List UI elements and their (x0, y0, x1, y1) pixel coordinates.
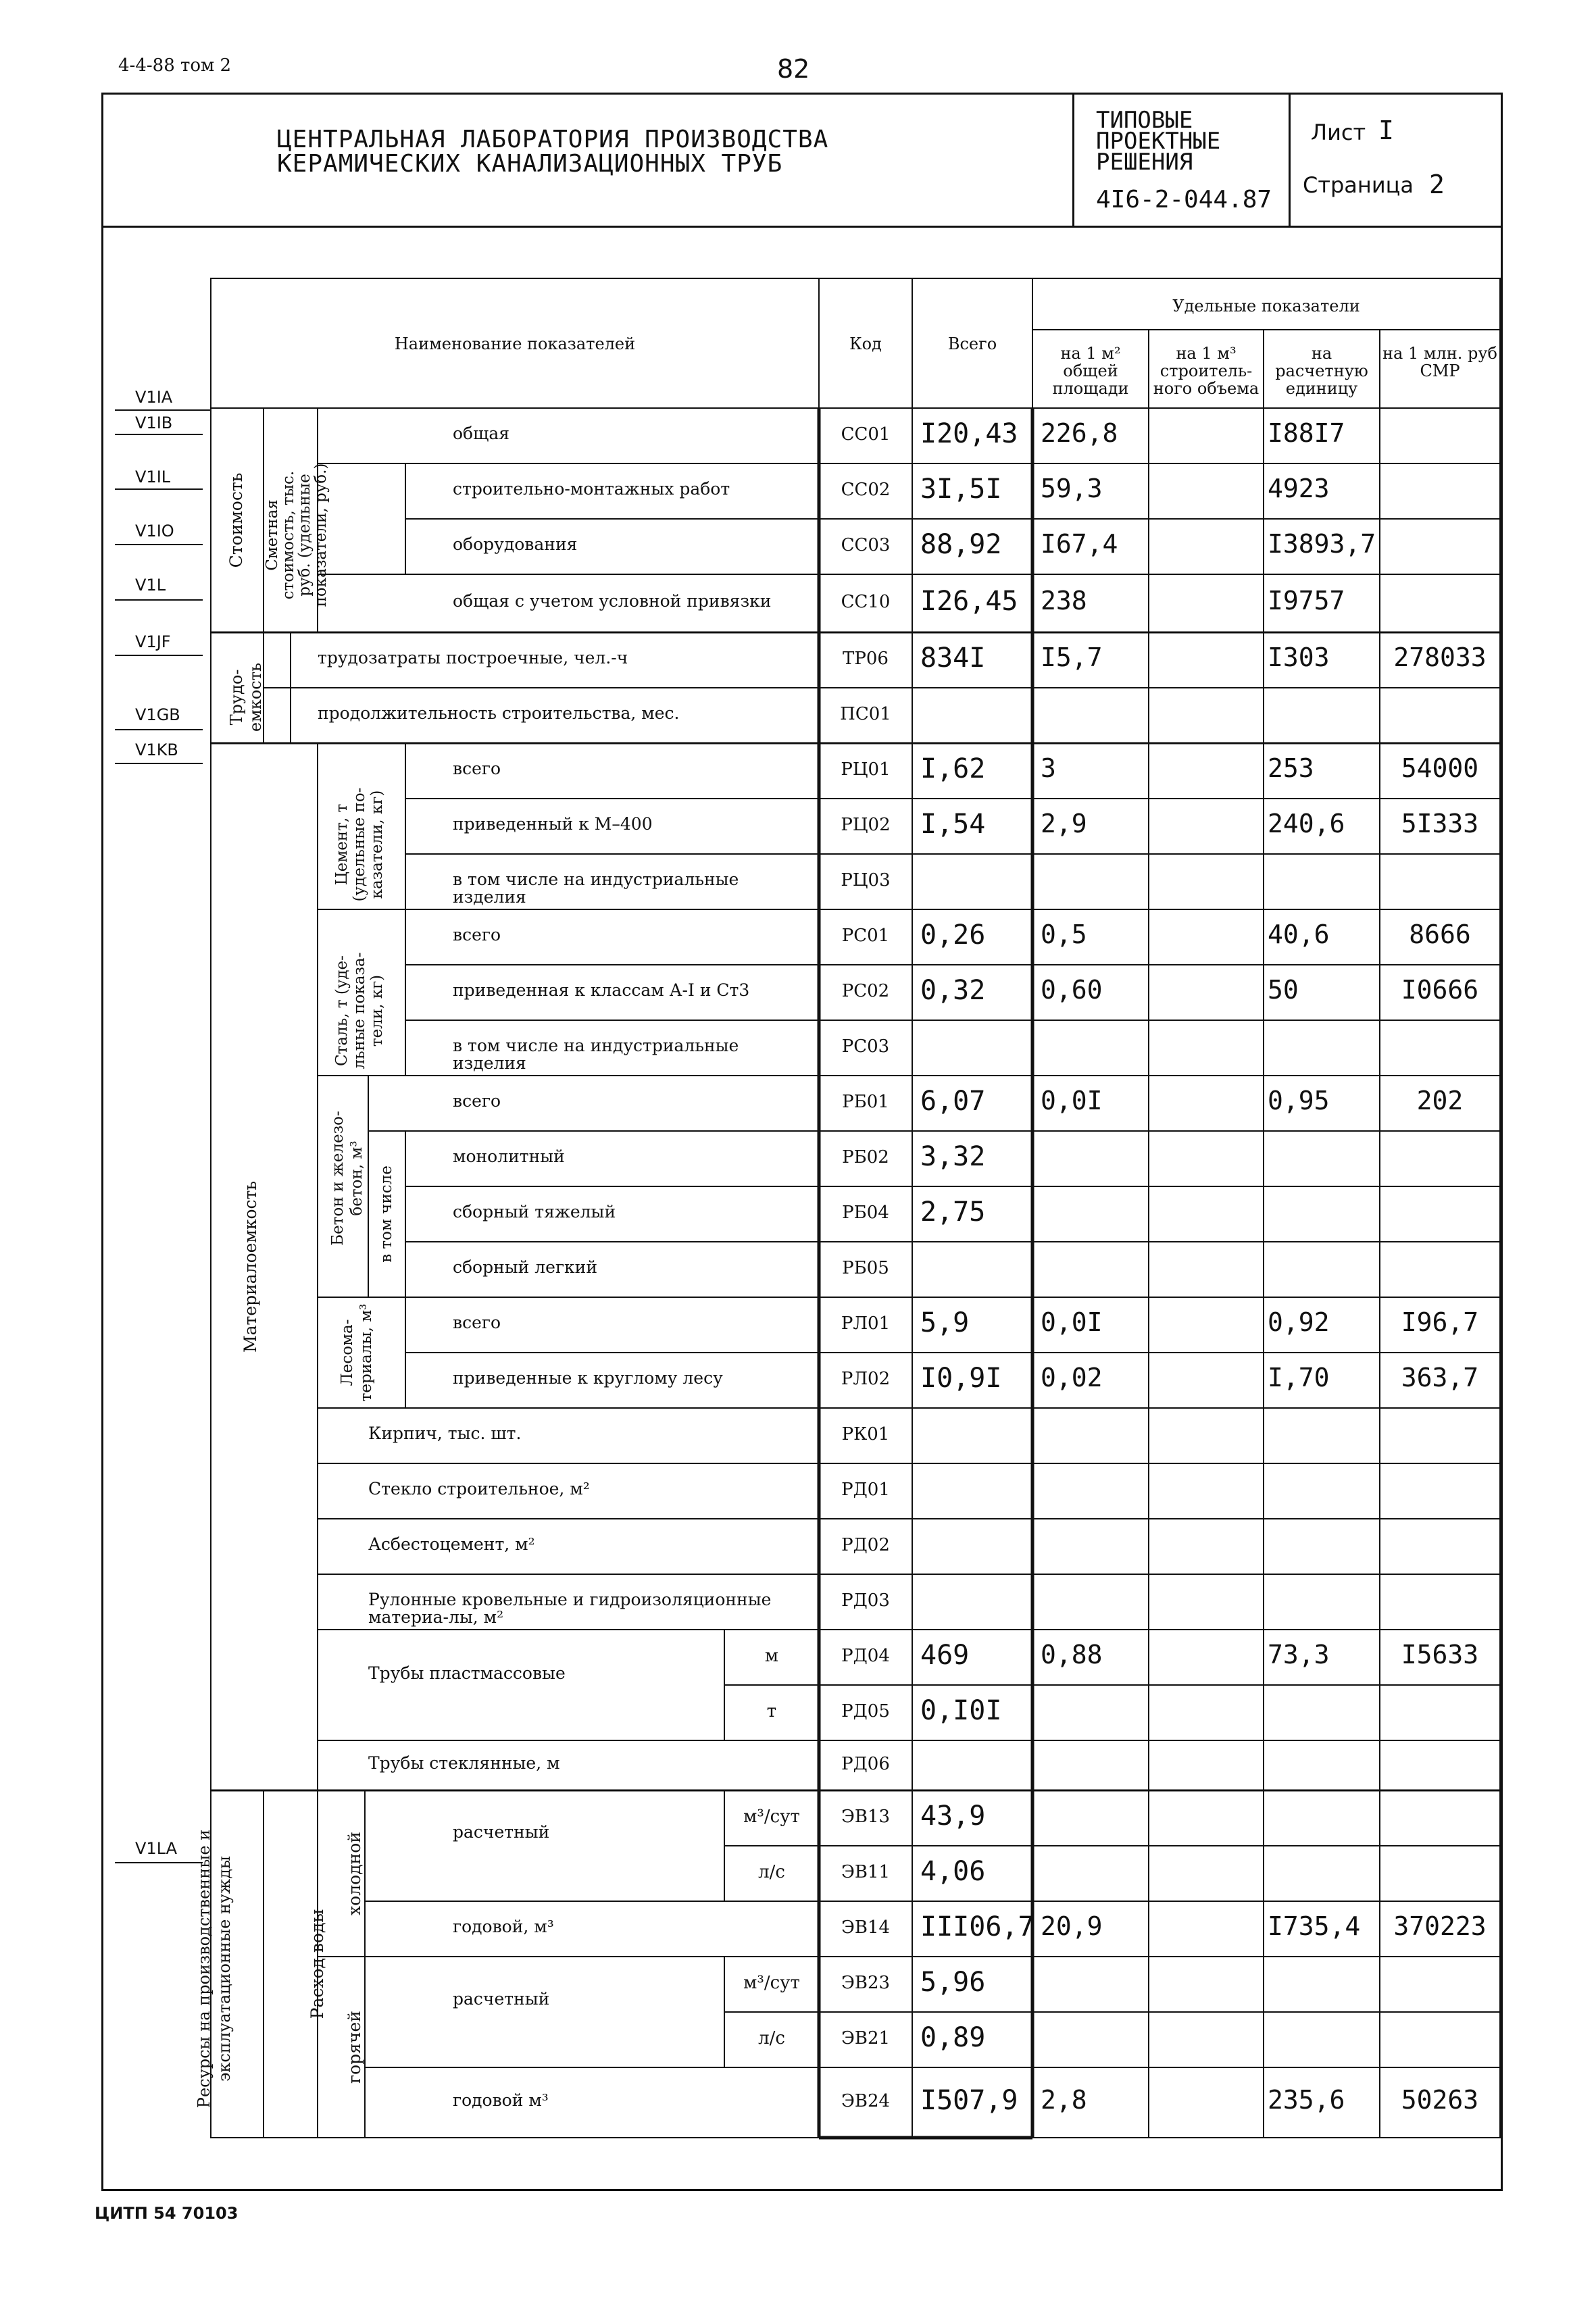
row-code: СС02 (841, 480, 891, 500)
group-cement-label: Цемент, т (удельные по-казатели, кг) (333, 787, 386, 902)
side-mark-v1jf: V1JF (135, 632, 171, 651)
row-name: в том числе на индустриальные изделия (453, 1036, 739, 1073)
group-steel-label: Сталь, т (уде-льные показа-тели, кг) (333, 952, 386, 1070)
row-total: 88,92 (920, 529, 1002, 560)
row-code: ПС01 (840, 704, 891, 724)
group-hot-water-label: горячей (345, 2011, 364, 2084)
row-code: СС03 (841, 535, 891, 555)
row-name: Стекло строительное, м² (368, 1479, 590, 1499)
row-name: годовой м³ (453, 2090, 549, 2110)
row-total: I26,45 (920, 586, 1018, 617)
row-unit: л/с (758, 2028, 785, 2048)
row-per-area: 0,02 (1041, 1363, 1103, 1392)
row-per-million: I96,7 (1401, 1307, 1479, 1337)
row-code: СС01 (841, 424, 891, 445)
row-code: РС01 (841, 926, 890, 946)
row-code: РС02 (841, 981, 890, 1001)
row-per-million: 370223 (1393, 1911, 1487, 1941)
row-per-unit: 235,6 (1268, 2085, 1345, 2115)
row-name: приведенный к М–400 (453, 814, 653, 834)
row-total: 0,26 (920, 920, 986, 951)
page-number: 82 (777, 54, 810, 84)
header-name-column: Наименование показателей (394, 334, 636, 353)
row-name: Кирпич, тыс. шт. (368, 1424, 522, 1443)
row-total: I507,9 (920, 2085, 1018, 2116)
row-code: РЦ02 (841, 815, 891, 835)
row-name: всего (453, 1313, 501, 1332)
row-code: РД02 (841, 1535, 890, 1555)
row-per-unit: 4923 (1268, 474, 1330, 503)
row-code: ЭВ11 (841, 1862, 891, 1882)
row-per-unit: I303 (1268, 643, 1330, 672)
row-per-area: 2,9 (1041, 809, 1087, 838)
page-label: Страница (1303, 172, 1414, 198)
row-per-million: 50263 (1401, 2085, 1479, 2115)
row-name: общая с учетом условной привязки (453, 591, 772, 611)
row-code: РБ04 (842, 1203, 889, 1223)
row-name: в том числе на индустриальные изделия (453, 870, 739, 907)
row-code: ЭВ13 (841, 1807, 891, 1827)
row-per-million: 54000 (1401, 753, 1479, 783)
series-label-line1: ТИПОВЫЕ (1096, 107, 1193, 134)
row-per-unit: I9757 (1268, 586, 1345, 615)
header-code-column: Код (849, 334, 882, 353)
row-per-area: I67,4 (1041, 529, 1118, 559)
row-code: РД06 (841, 1754, 890, 1774)
row-total: 0,I0I (920, 1695, 1002, 1726)
page-value: 2 (1429, 170, 1445, 199)
row-code: РЛ01 (841, 1313, 891, 1334)
side-mark-v1gb: V1GB (135, 705, 180, 724)
row-per-million: I5633 (1401, 1640, 1479, 1669)
row-per-unit: 50 (1268, 975, 1299, 1005)
row-name: Рулонные кровельные и гидроизоляционные материа-лы, м² (368, 1590, 772, 1627)
row-per-area: 226,8 (1041, 418, 1118, 448)
header-per-area: на 1 м² общей площади (1052, 344, 1129, 398)
row-code: СС10 (841, 592, 891, 612)
row-name: общая (453, 424, 510, 443)
row-per-area: 0,0I (1041, 1086, 1103, 1115)
row-unit: м (764, 1646, 779, 1666)
row-name: годовой, м³ (453, 1917, 554, 1936)
group-resources-label: Ресурсы на производственные и эксплуатационные нужды (195, 1829, 234, 2109)
side-mark-v1ia: V1IA (135, 388, 173, 407)
row-per-unit: 240,6 (1268, 809, 1345, 838)
row-code: ЭВ23 (841, 1973, 891, 1993)
row-per-area: 0,60 (1041, 975, 1103, 1005)
row-name: сборный легкий (453, 1257, 598, 1277)
side-mark-v1il: V1IL (135, 468, 171, 486)
sheet-label: Лист (1311, 120, 1366, 145)
side-mark-v1io: V1IO (135, 522, 174, 540)
header-specific-group: Удельные показатели (1172, 297, 1360, 316)
row-name: приведенные к круглому лесу (453, 1368, 723, 1388)
row-unit: м³/сут (743, 1973, 800, 1993)
series-number: 4I6-2-044.87 (1096, 186, 1272, 213)
group-cost-label: Стоимость (226, 472, 246, 568)
header-per-unit: на расчетную единицу (1275, 344, 1368, 398)
row-per-area: 0,88 (1041, 1640, 1103, 1669)
row-code: РК01 (841, 1424, 890, 1444)
row-code: ЭВ24 (841, 2091, 891, 2111)
row-total: 0,89 (920, 2022, 986, 2053)
row-name: монолитный (453, 1147, 565, 1166)
header-total-column: Всего (947, 334, 997, 353)
row-code: РД04 (841, 1646, 890, 1666)
row-per-million: 278033 (1393, 643, 1487, 672)
row-name: приведенная к классам А-I и Ст3 (453, 980, 750, 1000)
row-unit: м³/сут (743, 1807, 800, 1827)
row-per-unit: 0,95 (1268, 1086, 1330, 1115)
row-total: 2,75 (920, 1197, 986, 1228)
row-total: 834I (920, 643, 986, 674)
row-code: РБ02 (842, 1147, 889, 1167)
row-per-area: 0,5 (1041, 920, 1087, 949)
row-total: 5,96 (920, 1967, 986, 1998)
series-label-line2: ПРОЕКТНЫЕ (1096, 128, 1221, 155)
row-per-area: 238 (1041, 586, 1087, 615)
row-code: РС03 (841, 1036, 890, 1057)
row-name: всего (453, 925, 501, 945)
row-per-unit: 40,6 (1268, 920, 1330, 949)
group-concrete-incl-label: в том числе (378, 1165, 395, 1263)
group-cost-sub-label: Сметная стоимость, тыс. руб. (удельные показатели, руб.) (264, 463, 330, 607)
row-per-area: I5,7 (1041, 643, 1103, 672)
side-mark-v1l: V1L (135, 576, 166, 595)
row-per-area: 59,3 (1041, 474, 1103, 503)
row-code: ЭВ21 (841, 2028, 891, 2048)
row-total: 43,9 (920, 1801, 986, 1832)
row-total: III06,7 (920, 1911, 1034, 1942)
row-unit: л/с (758, 1862, 785, 1882)
project-title-line1: ЦЕНТРАЛЬНАЯ ЛАБОРАТОРИЯ ПРОИЗВОДСТВА (277, 126, 829, 153)
row-total: 3I,5I (920, 474, 1002, 505)
group-timber-label: Лесома-териалы, м³ (339, 1303, 375, 1402)
row-per-million: 5I333 (1401, 809, 1479, 838)
row-total: 469 (920, 1640, 970, 1671)
row-name: строительно-монтажных работ (453, 479, 730, 499)
row-per-area: 2,8 (1041, 2085, 1087, 2115)
row-per-unit: 0,92 (1268, 1307, 1330, 1337)
row-per-area: 20,9 (1041, 1911, 1103, 1941)
row-per-unit: I,70 (1268, 1363, 1330, 1392)
row-per-unit: I3893,7 (1268, 529, 1376, 559)
row-code: РЦ03 (841, 870, 891, 890)
row-code: РБ05 (842, 1258, 889, 1278)
row-per-unit: 253 (1268, 753, 1314, 783)
row-code: РД05 (841, 1701, 890, 1721)
group-labor-label: Трудо-емкость (227, 662, 265, 732)
row-name: оборудования (453, 534, 578, 554)
side-mark-v1ib: V1IB (135, 413, 173, 432)
group-material-label: Материалоемкость (241, 1181, 260, 1353)
row-code: РД03 (841, 1590, 890, 1611)
row-total: I,54 (920, 809, 986, 840)
row-name: Трубы стеклянные, м (368, 1753, 560, 1773)
group-cold-water-label: холодной (345, 1832, 364, 1915)
group-concrete-label: Бетон и железо-бетон, м³ (329, 1111, 366, 1246)
row-total: 6,07 (920, 1086, 986, 1117)
side-mark-v1kb: V1KB (135, 740, 178, 759)
row-name: расчетный (453, 1822, 550, 1842)
row-per-million: 202 (1416, 1086, 1464, 1115)
row-name: расчетный (453, 1989, 550, 2009)
series-label-line3: РЕШЕНИЯ (1096, 149, 1193, 176)
row-per-million: 8666 (1409, 920, 1471, 949)
group-water-label: Расход воды (307, 1909, 327, 2019)
row-unit: т (766, 1701, 777, 1721)
row-code: ЭВ14 (841, 1917, 891, 1938)
side-mark-v1la: V1LA (135, 1839, 178, 1858)
row-name: продолжительность строительства, мес. (318, 703, 680, 723)
project-title-line2: КЕРАМИЧЕСКИХ КАНАЛИЗАЦИОННЫХ ТРУБ (277, 150, 783, 178)
row-total: I,62 (920, 753, 986, 784)
row-per-area: 3 (1041, 753, 1056, 783)
row-code: РБ01 (842, 1092, 889, 1112)
document-reference: 4-4-88 том 2 (118, 55, 232, 76)
row-code: РЛ02 (841, 1369, 891, 1389)
row-code: ТР06 (843, 649, 889, 669)
row-name: Асбестоцемент, м² (368, 1534, 535, 1554)
row-per-area: 0,0I (1041, 1307, 1103, 1337)
row-total: 0,32 (920, 975, 986, 1006)
row-per-unit: I88I7 (1268, 418, 1345, 448)
row-total: 5,9 (920, 1307, 970, 1338)
row-total: 4,06 (920, 1856, 986, 1887)
row-name: Трубы пластмассовые (368, 1663, 566, 1683)
row-name: сборный тяжелый (453, 1202, 616, 1222)
row-name: всего (453, 759, 501, 778)
row-per-million: 363,7 (1401, 1363, 1479, 1392)
header-per-million: на 1 млн. руб СМР (1382, 344, 1497, 380)
footer-code: ЦИТП 54 70103 (95, 2204, 239, 2223)
row-code: РЦ01 (841, 759, 891, 780)
header-per-volume: на 1 м³ строитель-ного объема (1153, 344, 1260, 398)
row-name: трудозатраты построечные, чел.-ч (318, 648, 628, 668)
row-per-million: I0666 (1401, 975, 1479, 1005)
row-total: 3,32 (920, 1141, 986, 1172)
row-name: всего (453, 1091, 501, 1111)
row-code: РД01 (841, 1480, 890, 1500)
row-total: I0,9I (920, 1363, 1002, 1394)
row-per-unit: I735,4 (1268, 1911, 1361, 1941)
row-per-unit: 73,3 (1268, 1640, 1330, 1669)
row-total: I20,43 (920, 418, 1018, 449)
sheet-number: I (1378, 116, 1394, 145)
